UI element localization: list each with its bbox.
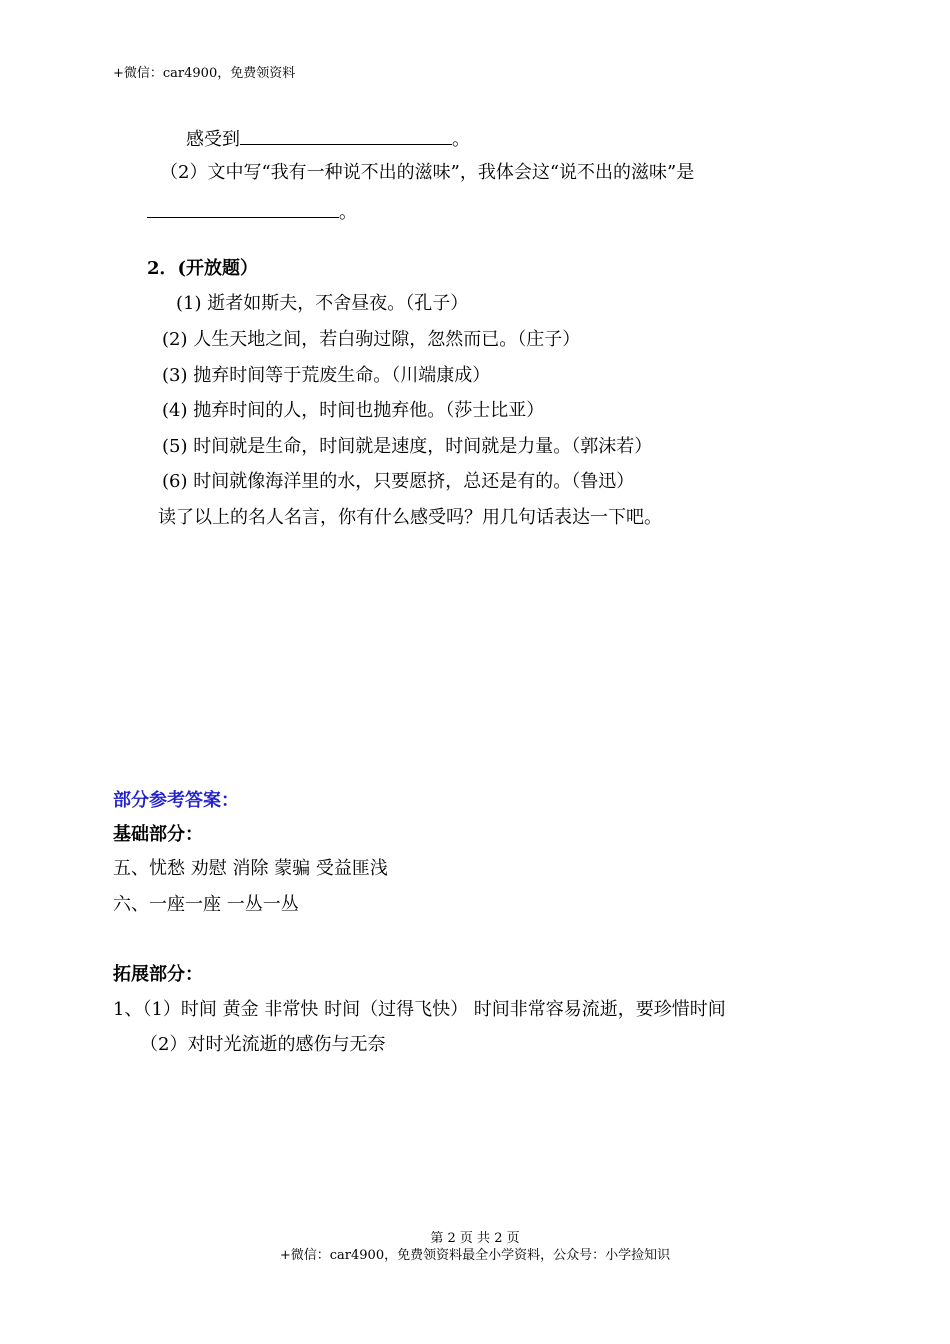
- quote-item: (5) 时间就是生命，时间就是速度，时间就是力量。（郭沫若）: [162, 436, 653, 457]
- quote-item: (2) 人生天地之间，若白驹过隙，忽然而已。（庄子）: [162, 329, 581, 350]
- page-number: 第 2 页 共 2 页: [430, 1231, 520, 1246]
- footer-note: +微信：car4900，免费领资料最全小学资料，公众号：小学捡知识: [279, 1248, 671, 1263]
- extension-answer-line: （2）对时光流逝的感伤与无奈: [140, 1034, 386, 1055]
- q1-line1-prefix: 感受到: [186, 129, 240, 150]
- q2-prompt: 读了以上的名人名言，你有什么感受吗？用几句话表达一下吧。: [158, 507, 662, 528]
- extension-section-title: 拓展部分：: [113, 964, 203, 985]
- quote-item: (1) 逝者如斯夫，不舍昼夜。（孔子）: [176, 293, 469, 314]
- q1-line3-suffix: 。: [339, 202, 357, 223]
- extension-answer-line: 1、（1）时间 黄金 非常快 时间（过得飞快） 时间非常容易流逝，要珍惜时间: [113, 999, 726, 1020]
- basic-answer-line: 六、一座一座 一丛一丛: [113, 894, 299, 915]
- q1-line2: （2）文中写“我有一种说不出的滋味”，我体会这“说不出的滋味”是: [160, 162, 695, 183]
- answer-blank-1[interactable]: [240, 128, 452, 145]
- q2-title: 2．(开放题）: [147, 258, 259, 279]
- q1-line1: [186, 128, 470, 151]
- q1-line3: [147, 201, 357, 224]
- answers-title: 部分参考答案：: [113, 790, 239, 811]
- answer-blank-2[interactable]: [147, 201, 339, 218]
- quote-item: (4) 抛弃时间的人，时间也抛弃他。（莎士比亚）: [162, 400, 545, 421]
- header-note: +微信：car4900，免费领资料: [113, 66, 296, 81]
- basic-answer-line: 五、忧愁 劝慰 消除 蒙骗 受益匪浅: [113, 858, 388, 879]
- q1-line1-suffix: 。: [452, 129, 470, 150]
- quote-item: (6) 时间就像海洋里的水，只要愿挤，总还是有的。（鲁迅）: [162, 471, 635, 492]
- quote-item: (3) 抛弃时间等于荒废生命。（川端康成）: [162, 365, 491, 386]
- basic-section-title: 基础部分：: [113, 824, 203, 845]
